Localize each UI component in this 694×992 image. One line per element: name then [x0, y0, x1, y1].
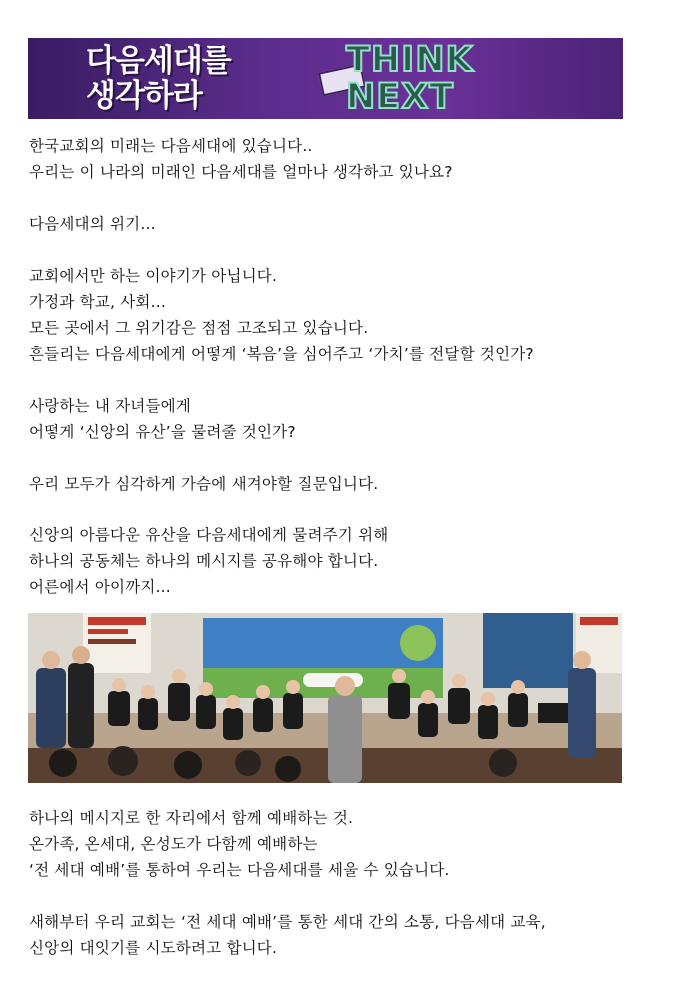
text-line: 한국교회의 미래는 다음세대에 있습니다.. — [29, 137, 313, 155]
text-line: 신앙의 아름다운 유산을 다음세대에게 물려주기 위해 — [29, 526, 389, 544]
header-banner — [28, 38, 623, 119]
paragraph-5 — [29, 471, 378, 497]
worship-photo — [28, 613, 622, 783]
paragraph-3 — [29, 263, 534, 367]
text-line: 어떻게 ‘신앙의 유산’을 물려줄 것인가? — [29, 423, 296, 441]
text-line: 교회에서만 하는 이야기가 아닙니다. — [29, 267, 278, 285]
banner-title-korean — [86, 44, 346, 114]
paragraph-7 — [29, 805, 450, 883]
banner-title-english-line2: NEXT — [346, 77, 455, 117]
paragraph-8 — [29, 909, 546, 961]
text-line: 하나의 메시지로 한 자리에서 함께 예배하는 것. — [29, 809, 354, 827]
banner-title-english-line1: THINK — [346, 40, 474, 80]
text-line: 신앙의 대잇기를 시도하려고 합니다. — [29, 939, 278, 957]
text-line: 사랑하는 내 자녀들에게 — [29, 397, 191, 415]
text-line: ‘전 세대 예배’를 통하여 우리는 다음세대를 세울 수 있습니다. — [29, 861, 450, 879]
banner-title-korean-line1: 다음세대를 — [86, 43, 231, 79]
text-line: 새해부터 우리 교회는 ‘전 세대 예배’를 통한 세대 간의 소통, 다음세대 교육, — [29, 913, 546, 931]
text-line: 하나의 공동체는 하나의 메시지를 공유해야 합니다. — [29, 552, 379, 570]
text-line: 흔들리는 다음세대에게 어떻게 ‘복음’을 심어주고 ‘가치’를 전달할 것인가? — [29, 345, 534, 363]
paragraph-4 — [29, 393, 296, 445]
banner-title-korean-line2: 생각하라 — [86, 78, 202, 114]
text-line: 온가족, 온세대, 온성도가 다함께 예배하는 — [29, 835, 318, 853]
paragraph-2 — [29, 211, 156, 237]
banner-title-english — [346, 42, 576, 116]
text-line: 가정과 학교, 사회... — [29, 293, 166, 311]
paragraph-1 — [29, 133, 453, 185]
text-line: 다음세대의 위기... — [29, 215, 156, 233]
text-line: 우리는 이 나라의 미래인 다음세대를 얼마나 생각하고 있나요? — [29, 163, 453, 181]
worship-photo-illustration — [28, 613, 622, 783]
text-line: 어른에서 아이까지... — [29, 578, 171, 596]
text-line: 우리 모두가 심각하게 가슴에 새겨야할 질문입니다. — [29, 475, 379, 493]
paragraph-6 — [29, 522, 388, 600]
text-line: 모든 곳에서 그 위기감은 점점 고조되고 있습니다. — [29, 319, 369, 337]
